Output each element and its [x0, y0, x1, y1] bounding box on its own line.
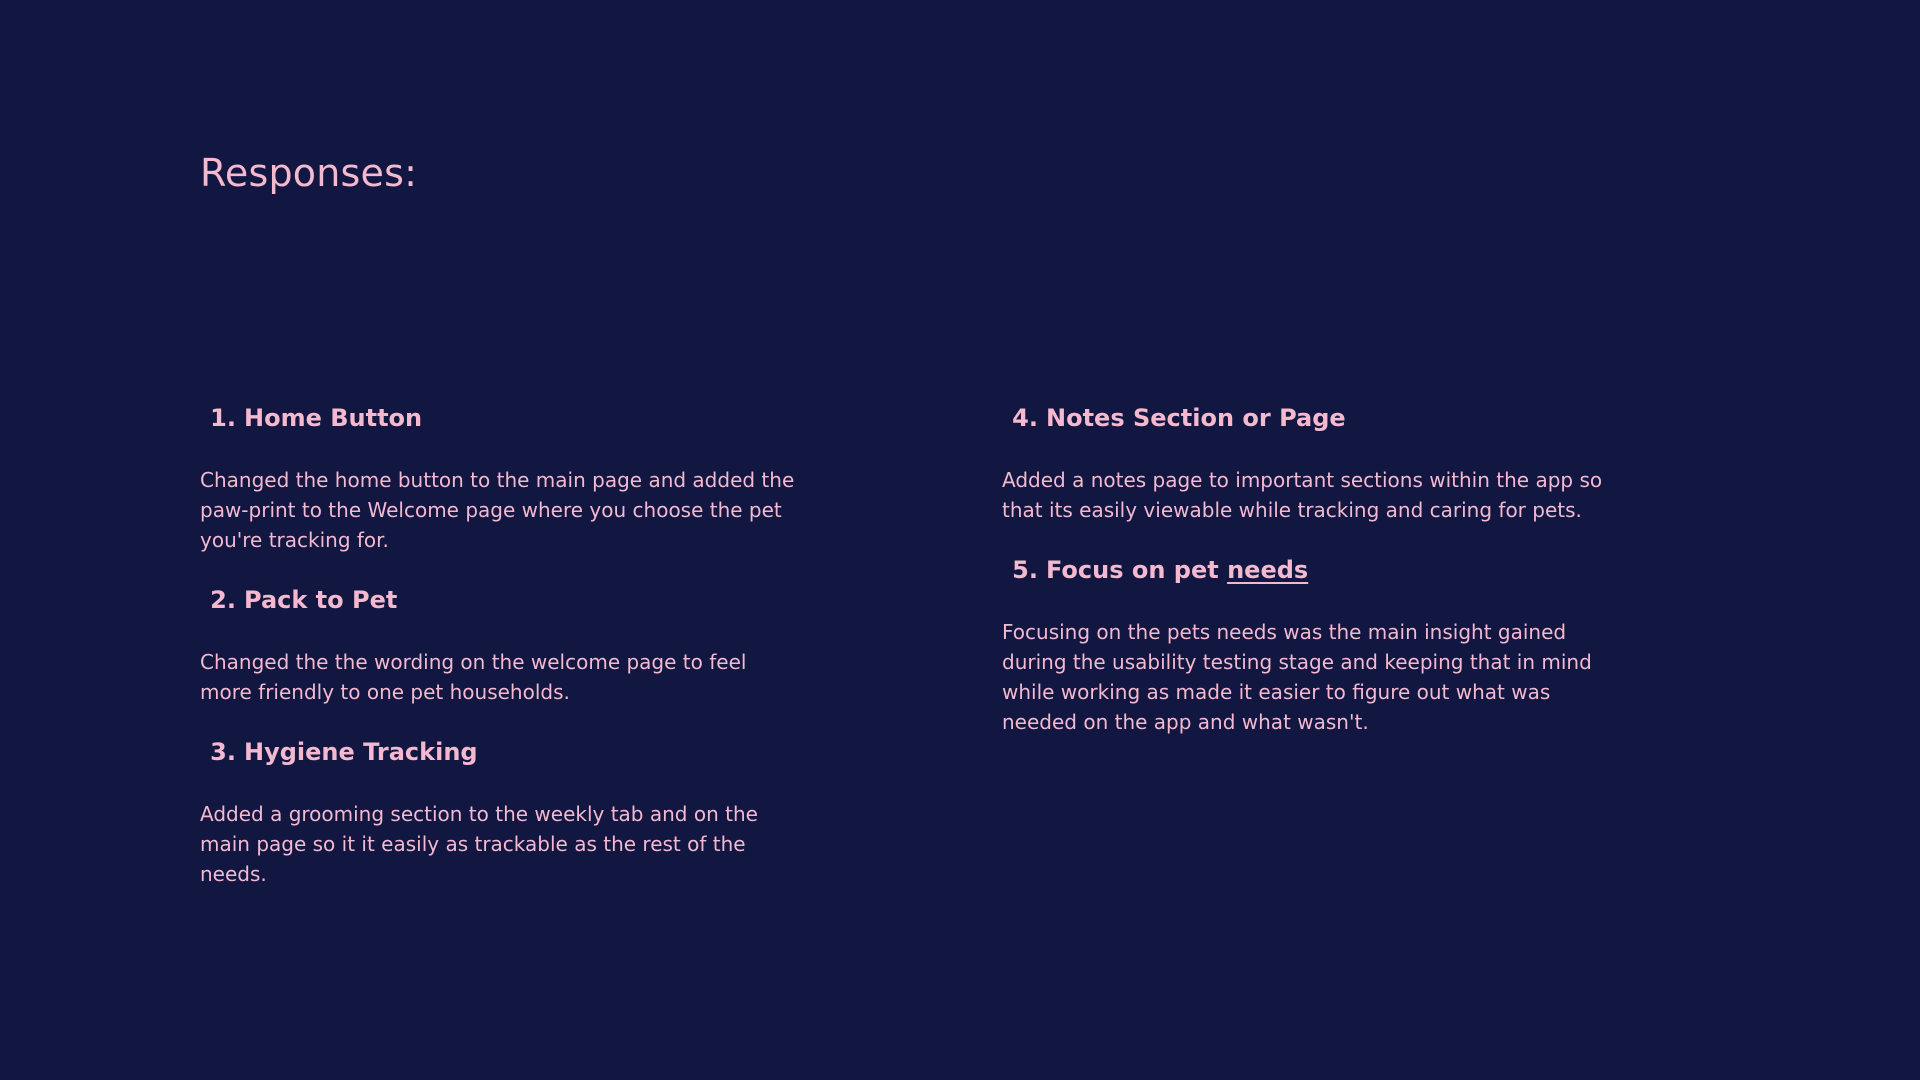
- right-column: [1002, 398, 1622, 737]
- left-column: [200, 398, 800, 889]
- item-number: 3.: [210, 738, 236, 766]
- response-item-notes-section: [1002, 398, 1622, 525]
- item-title-emphasis: needs: [1227, 556, 1309, 584]
- response-item-home-button: [200, 398, 800, 555]
- item-number: 2.: [210, 586, 236, 614]
- item-number: 4.: [1012, 404, 1038, 432]
- item-heading: [1002, 398, 1622, 438]
- item-title: [1046, 550, 1308, 590]
- item-number: 1.: [210, 404, 236, 432]
- item-body: Added a grooming section to the weekly tab and on the main page so it it easily as trackable as the rest of the needs.: [200, 802, 758, 886]
- item-title: Hygiene Tracking: [244, 738, 478, 766]
- item-heading: [1002, 550, 1622, 590]
- item-body: Added a notes page to important sections within the app so that its easily viewable while tracking and caring for pets.: [1002, 468, 1603, 522]
- response-item-pack-to-pet: [200, 580, 800, 707]
- item-title: Home Button: [244, 404, 423, 432]
- response-item-hygiene-tracking: [200, 732, 800, 889]
- item-heading: [200, 732, 800, 772]
- item-title: Notes Section or Page: [1046, 404, 1346, 432]
- item-body: Changed the the wording on the welcome page to feel more friendly to one pet households.: [200, 650, 747, 704]
- item-title: Pack to Pet: [244, 586, 398, 614]
- item-number: 5.: [1012, 556, 1038, 584]
- item-heading: [200, 398, 800, 438]
- item-heading: [200, 580, 800, 620]
- response-item-focus-on-pet-needs: [1002, 550, 1622, 737]
- item-title-prefix: Focus on pet: [1046, 556, 1228, 584]
- item-body: Focusing on the pets needs was the main insight gained during the usability testing stage and keeping that in mind while working as made it easier to figure out what was needed on the app and what wasn't.: [1002, 620, 1592, 734]
- item-body: Changed the home button to the main page and added the paw-print to the Welcome page where you choose the pet you're tracking for.: [200, 468, 795, 552]
- page-title: Responses:: [200, 151, 418, 195]
